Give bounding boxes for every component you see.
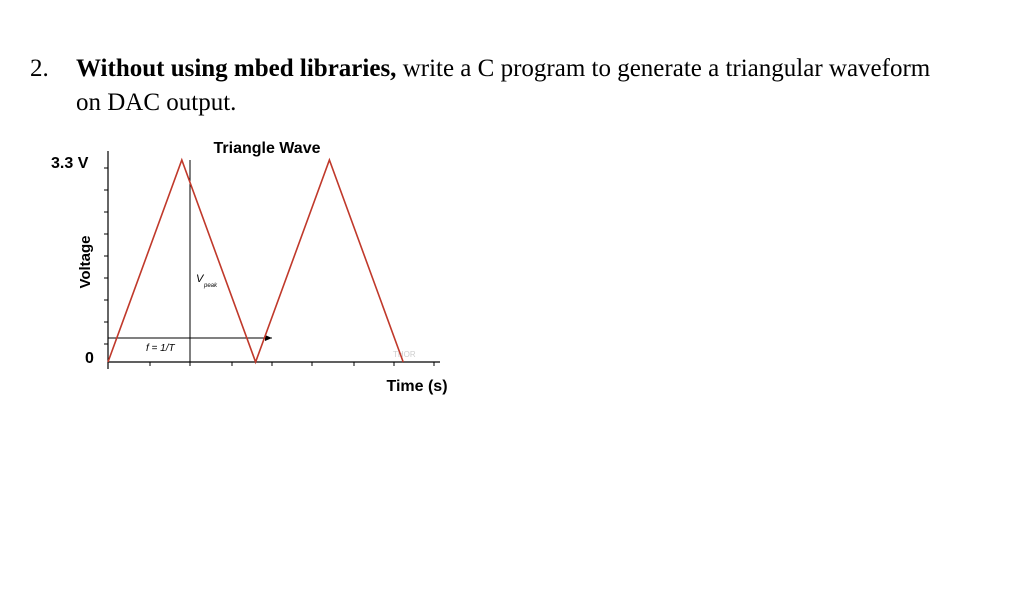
y-axis-label: Voltage bbox=[77, 235, 94, 289]
figure-title: Triangle Wave bbox=[213, 140, 321, 157]
y-zero-label: 0 bbox=[85, 350, 94, 367]
frequency-label: f = 1/T bbox=[146, 343, 175, 354]
question-line-1-rest: write a C program to generate a triangular waveform bbox=[396, 55, 931, 82]
triangle-waveform bbox=[108, 160, 403, 362]
question-bold-lead: Without using mbed libraries, bbox=[76, 55, 397, 82]
y-top-label: 3.3 V bbox=[51, 155, 89, 172]
question-number: 2. bbox=[30, 55, 49, 82]
question-line-2: on DAC output. bbox=[76, 89, 237, 116]
x-axis-label: Time (s) bbox=[386, 378, 448, 395]
peak-subscript: peak bbox=[204, 283, 218, 289]
peak-symbol: V bbox=[196, 273, 204, 285]
watermark: THOR bbox=[393, 350, 416, 359]
period-arrow-head bbox=[265, 335, 272, 341]
